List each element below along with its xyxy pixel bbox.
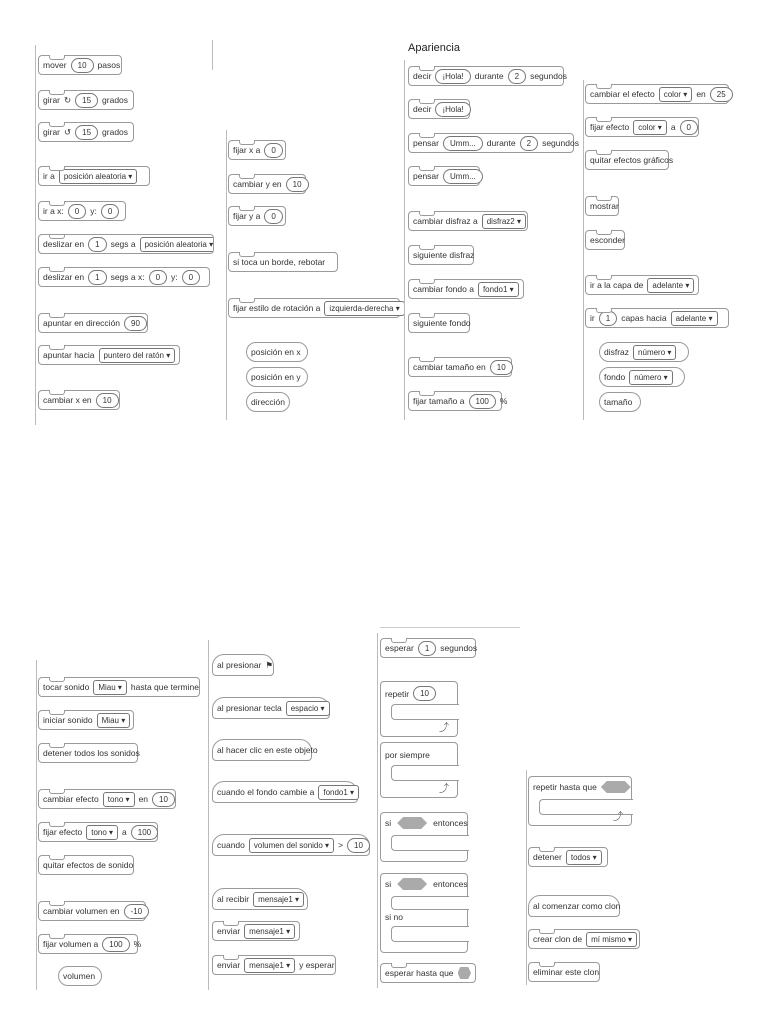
next-backdrop-block[interactable] [408, 313, 470, 333]
block-label: ir a [43, 171, 55, 181]
condition-slot[interactable] [601, 781, 631, 793]
block-label: si [385, 879, 392, 889]
layers-input[interactable]: 1 [599, 311, 617, 326]
block-label: por siempre [385, 750, 430, 760]
set-effect-block[interactable] [585, 117, 699, 137]
when-greater-than-block[interactable] [212, 834, 370, 856]
rotation-style-block[interactable] [228, 298, 400, 318]
block-label: grados [102, 127, 129, 137]
block-label: fijar efecto [43, 827, 83, 837]
block-label: ir a x: [43, 206, 64, 216]
change-effect-block[interactable] [585, 84, 729, 104]
divider [526, 770, 527, 985]
stop-block[interactable] [528, 847, 608, 867]
set-size-block[interactable] [408, 391, 508, 411]
target-dropdown[interactable]: posición aleatoria ▾ [59, 169, 138, 184]
glide-block[interactable] [38, 234, 214, 254]
y-input[interactable]: 0 [264, 209, 282, 224]
block-label: decir [413, 71, 432, 81]
rotate-cw-icon: ↻ [64, 94, 72, 105]
block-label: cambiar disfraz a [413, 216, 478, 226]
backdrop-reporter[interactable] [599, 367, 685, 387]
block-label: fijar efecto [590, 122, 630, 132]
block-label: eliminar este clon [533, 967, 600, 977]
block-label: esperar [385, 643, 414, 653]
times-input[interactable]: 10 [413, 686, 436, 701]
block-label: fijar tamaño a [413, 396, 465, 406]
block-label: iniciar sonido [43, 715, 93, 725]
volume-reporter[interactable] [58, 966, 102, 986]
block-label: al recibir [217, 894, 250, 904]
repeat-until-block[interactable] [528, 776, 632, 826]
block-label: fijar y a [233, 211, 261, 221]
message-input[interactable]: Umm... [443, 136, 483, 151]
block-label: cambiar fondo a [413, 284, 474, 294]
clear-effects-block[interactable] [585, 150, 674, 170]
x-input[interactable]: 10 [96, 393, 119, 408]
block-label: cuando [217, 840, 245, 850]
target-dropdown[interactable]: posición aleatoria ▾ [140, 237, 214, 252]
category-heading: Apariencia [408, 42, 460, 54]
block-label: si toca un borde, rebotar [233, 257, 326, 267]
divider [380, 627, 520, 628]
stop-all-sounds-block[interactable] [38, 743, 138, 763]
block-label: a [670, 122, 676, 132]
block-label: y: [90, 206, 97, 216]
sound-dropdown[interactable]: Miau ▾ [97, 713, 131, 728]
volume-input[interactable]: -10 [124, 904, 150, 919]
block-label: mostrar [590, 201, 619, 211]
block-label: deslizar en [43, 272, 85, 282]
change-volume-block[interactable] [38, 901, 146, 921]
block-label: durante [486, 138, 516, 148]
block-label: esperar hasta que [385, 968, 454, 978]
operator-label: > [338, 840, 344, 850]
change-sound-effect-block[interactable] [38, 789, 176, 809]
set-y-block[interactable] [228, 206, 286, 226]
switch-backdrop-block[interactable] [408, 279, 524, 299]
block-label: durante [474, 71, 504, 81]
block-label: % [133, 939, 142, 949]
start-sound-block[interactable] [38, 710, 134, 730]
block-label: girar [43, 127, 61, 137]
block-label: al hacer clic en este objeto [217, 745, 318, 755]
block-label: en [138, 794, 149, 804]
sound-dropdown[interactable]: Miau ▾ [93, 680, 127, 695]
condition-slot[interactable] [397, 817, 427, 829]
block-label: cambiar el efecto [590, 89, 655, 99]
sensor-dropdown[interactable]: volumen del sonido ▾ [249, 838, 334, 853]
divider [226, 130, 227, 420]
block-label: repetir [385, 688, 410, 699]
delete-clone-block[interactable] [528, 962, 600, 982]
stop-dropdown[interactable]: todos ▾ [566, 850, 602, 865]
create-clone-block[interactable] [528, 929, 640, 949]
think-block[interactable] [408, 166, 480, 186]
block-label: decir [413, 104, 432, 114]
block-label: girar [43, 95, 61, 105]
direction-dropdown[interactable]: adelante ▾ [671, 311, 718, 326]
then-slot [391, 896, 469, 910]
when-sprite-clicked-block[interactable] [212, 739, 318, 761]
block-label: apuntar en dirección [43, 318, 121, 328]
switch-costume-block[interactable] [408, 211, 528, 231]
loop-arrow-icon: ⤴ [439, 784, 449, 795]
rotation-dropdown[interactable]: izquierda-derecha ▾ [324, 301, 404, 316]
block-label: cambiar volumen en [43, 906, 120, 916]
message-dropdown[interactable]: mensaje1 ▾ [253, 892, 304, 907]
show-block[interactable] [585, 196, 619, 216]
size-reporter[interactable] [599, 392, 641, 412]
point-towards-block[interactable] [38, 345, 180, 365]
effect-dropdown[interactable]: tono ▾ [86, 825, 118, 840]
clear-sound-effects-block[interactable] [38, 855, 134, 875]
bounce-block[interactable] [228, 252, 338, 272]
block-label: cambiar x en [43, 395, 92, 405]
block-label: quitar efectos de sonido [43, 860, 134, 870]
message-input[interactable]: Umm... [443, 169, 483, 184]
play-until-done-block[interactable] [38, 677, 200, 697]
block-label: cambiar tamaño en [413, 362, 486, 372]
block-label: a [122, 827, 127, 837]
x-input[interactable]: 0 [149, 270, 167, 285]
block-label: entonces [433, 879, 468, 889]
set-volume-block[interactable] [38, 934, 142, 954]
forever-slot [391, 765, 459, 781]
block-label: segundos [542, 138, 579, 148]
block-label: al presionar tecla [217, 703, 282, 713]
when-backdrop-switches-block[interactable] [212, 781, 358, 803]
clone-target-dropdown[interactable]: mí mismo ▾ [586, 932, 637, 947]
rotate-ccw-icon: ↺ [64, 126, 72, 137]
secs-input[interactable]: 1 [88, 270, 106, 285]
point-direction-block[interactable] [38, 313, 148, 333]
turn-left-block[interactable] [38, 122, 134, 142]
when-receive-block[interactable] [212, 888, 308, 910]
think-for-block[interactable] [408, 133, 579, 153]
block-label: % [499, 396, 508, 406]
turn-right-block[interactable] [38, 90, 134, 110]
say-for-block[interactable] [408, 66, 567, 86]
block-label: siguiente disfraz [413, 250, 475, 260]
block-label: segs a [110, 239, 136, 249]
block-label: fondo [604, 372, 626, 382]
divider [583, 80, 584, 420]
block-label: mover [43, 60, 67, 70]
block-label: pasos [97, 60, 121, 70]
condition-slot[interactable] [397, 878, 427, 890]
message-input[interactable]: ¡Hola! [435, 102, 470, 117]
block-label: crear clon de [533, 934, 583, 944]
block-label: tocar sonido [43, 682, 90, 692]
block-label: fijar volumen a [43, 939, 99, 949]
say-block[interactable] [408, 99, 470, 119]
block-label: al comenzar como clon [533, 901, 621, 911]
message-input[interactable]: ¡Hola! [435, 69, 470, 84]
divider [377, 633, 378, 988]
block-label: enviar [217, 960, 241, 970]
divider [404, 60, 405, 420]
costume-reporter[interactable] [599, 342, 689, 362]
block-label: siguiente fondo [413, 318, 471, 328]
repeat-slot [391, 704, 459, 720]
y-input[interactable]: 0 [101, 204, 119, 219]
key-dropdown[interactable]: espacio ▾ [286, 701, 330, 716]
secs-input[interactable]: 2 [520, 136, 538, 151]
when-flag-clicked-block[interactable] [212, 654, 274, 676]
green-flag-icon: ⚑ [265, 659, 274, 670]
block-label: cuando el fondo cambie a [217, 787, 315, 797]
target-dropdown[interactable]: puntero del ratón ▾ [99, 348, 176, 363]
divider [212, 40, 213, 70]
direction-input[interactable]: 90 [124, 316, 147, 331]
block-label: quitar efectos gráficos [590, 155, 674, 165]
secs-input[interactable]: 1 [418, 641, 436, 656]
block-label: y: [171, 272, 178, 282]
block-label: tamaño [604, 397, 633, 407]
wait-secs-block[interactable] [380, 638, 476, 658]
repeat-block[interactable] [380, 681, 458, 737]
go-to-layer-block[interactable] [585, 275, 699, 295]
value-input[interactable]: 10 [347, 838, 370, 853]
when-key-pressed-block[interactable] [212, 697, 330, 719]
block-label: esconder [590, 235, 625, 245]
wait-until-block[interactable] [380, 963, 476, 983]
block-label: segundos [530, 71, 567, 81]
set-sound-effect-block[interactable] [38, 822, 158, 842]
block-label: posición en y [251, 372, 301, 382]
block-label: cambiar y en [233, 179, 282, 189]
y-position-reporter[interactable] [246, 367, 308, 387]
number-dropdown[interactable]: número ▾ [629, 370, 672, 385]
block-label: ir a la capa de [590, 280, 644, 290]
if-slot [391, 835, 469, 851]
direction-reporter[interactable] [246, 392, 290, 412]
block-label: en [696, 89, 706, 99]
effect-input[interactable]: 10 [152, 792, 175, 807]
volume-input[interactable]: 100 [102, 937, 129, 952]
secs-input[interactable]: 1 [88, 237, 106, 252]
if-then-block[interactable] [380, 812, 468, 862]
hide-block[interactable] [585, 230, 625, 250]
message-dropdown[interactable]: mensaje1 ▾ [244, 958, 295, 973]
loop-arrow-icon: ⤴ [613, 812, 623, 823]
block-label: fijar estilo de rotación a [233, 303, 321, 313]
block-label: fijar x a [233, 145, 261, 155]
effect-input[interactable]: 0 [680, 120, 698, 135]
effect-input[interactable]: 25 [710, 87, 733, 102]
condition-slot[interactable] [458, 967, 471, 979]
block-label: si [385, 818, 392, 828]
block-label: al presionar [217, 660, 262, 670]
divider [36, 660, 37, 990]
secs-input[interactable]: 2 [508, 69, 526, 84]
block-label: ir [590, 313, 595, 323]
goto-xy-block[interactable] [38, 201, 126, 221]
broadcast-and-wait-block[interactable] [212, 955, 336, 975]
block-label: deslizar en [43, 239, 85, 249]
loop-arrow-icon: ⤴ [439, 723, 449, 734]
block-label: dirección [251, 397, 286, 407]
block-label: apuntar hacia [43, 350, 95, 360]
forever-block[interactable] [380, 742, 458, 798]
effect-input[interactable]: 100 [131, 825, 158, 840]
move-steps-block[interactable] [38, 55, 122, 75]
y-input[interactable]: 0 [182, 270, 200, 285]
block-label: detener [533, 852, 562, 862]
block-label: segundos [440, 643, 478, 653]
effect-dropdown[interactable]: tono ▾ [103, 792, 135, 807]
when-clone-starts-block[interactable] [528, 895, 620, 917]
size-input[interactable]: 100 [469, 394, 496, 409]
steps-input[interactable]: 10 [71, 58, 94, 73]
backdrop-dropdown[interactable]: fondo1 ▾ [478, 282, 519, 297]
block-label: volumen [63, 971, 96, 981]
block-label: pensar [413, 138, 439, 148]
message-dropdown[interactable]: mensaje1 ▾ [244, 924, 295, 939]
x-position-reporter[interactable] [246, 342, 308, 362]
else-slot [391, 926, 469, 942]
layer-dropdown[interactable]: adelante ▾ [647, 278, 694, 293]
block-label: segs a x: [110, 272, 145, 282]
x-input[interactable]: 0 [264, 143, 282, 158]
block-label: pensar [413, 171, 439, 181]
block-label: disfraz [604, 347, 630, 357]
change-size-block[interactable] [408, 357, 512, 377]
block-label: cambiar efecto [43, 794, 99, 804]
y-input[interactable]: 10 [286, 177, 309, 192]
block-label: detener todos los sonidos [43, 748, 140, 758]
x-input[interactable]: 0 [68, 204, 86, 219]
divider [35, 45, 36, 425]
size-input[interactable]: 10 [490, 360, 513, 375]
effect-dropdown[interactable]: color ▾ [659, 87, 693, 102]
degrees-input[interactable]: 15 [75, 93, 98, 108]
block-label: posición en x [251, 347, 301, 357]
degrees-input[interactable]: 15 [75, 125, 98, 140]
glide-xy-block[interactable] [38, 267, 210, 287]
change-x-block[interactable] [38, 390, 120, 410]
number-dropdown[interactable]: número ▾ [633, 345, 676, 360]
costume-dropdown[interactable]: disfraz2 ▾ [482, 214, 526, 229]
else-label: si no [385, 912, 403, 922]
block-label: capas hacia [621, 313, 667, 323]
if-else-block[interactable] [380, 873, 468, 953]
divider [208, 640, 209, 990]
broadcast-block[interactable] [212, 921, 300, 941]
block-label: enviar [217, 926, 241, 936]
block-label: hasta que termine [130, 682, 199, 692]
go-layers-block[interactable] [585, 308, 729, 328]
effect-dropdown[interactable]: color ▾ [633, 120, 667, 135]
next-costume-block[interactable] [408, 245, 474, 265]
block-label: entonces [433, 818, 468, 828]
goto-block[interactable] [38, 166, 150, 186]
backdrop-dropdown[interactable]: fondo1 ▾ [318, 785, 359, 800]
change-y-block[interactable] [228, 174, 306, 194]
block-label: grados [102, 95, 129, 105]
set-x-block[interactable] [228, 140, 286, 160]
block-label: repetir hasta que [533, 782, 597, 792]
block-label: y esperar [299, 960, 335, 970]
